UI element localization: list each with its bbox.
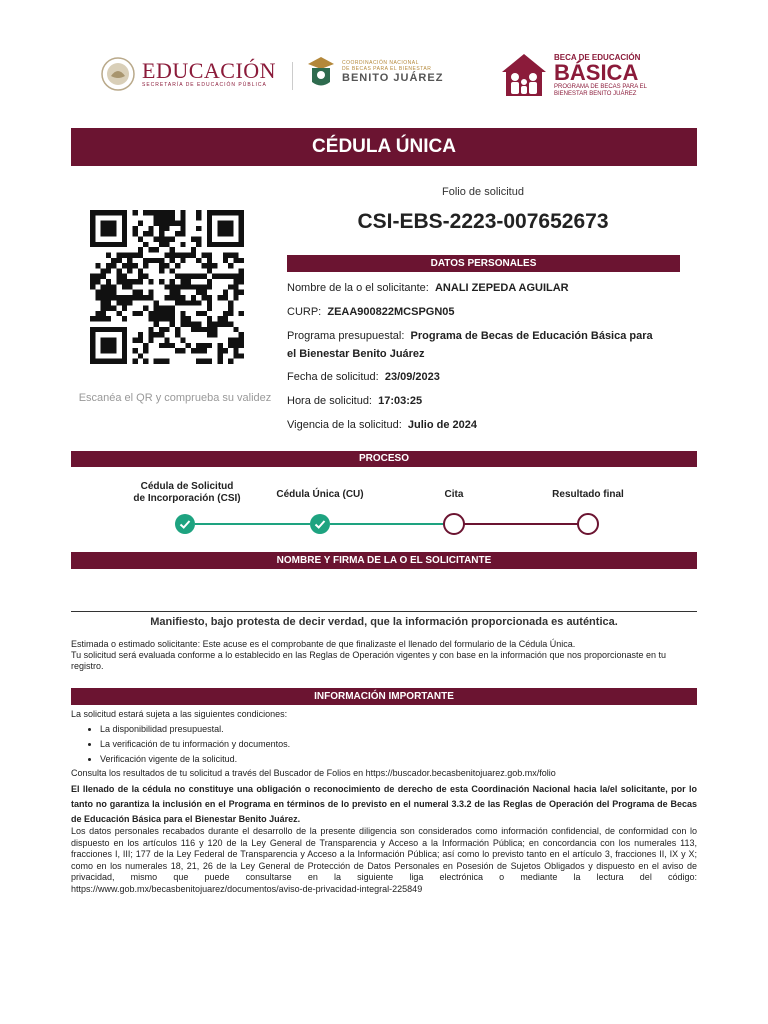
logo-divider	[292, 62, 293, 90]
beca-sub-2: BIENESTAR BENITO JUÁREZ	[554, 90, 637, 97]
family-house-icon	[498, 50, 550, 100]
signature-note-2: Tu solicitud será evaluada conforme a lo establecido en las Reglas de Operación vigentes y con base en la información que nos proporcionaste en tu registro.	[71, 650, 667, 671]
condition-item: • Verificación vigente de la solicitud.	[100, 752, 290, 767]
step-csi-line2: de Incorporación (CSI)	[133, 493, 241, 504]
important-heading: INFORMACIÓN IMPORTANTE	[71, 688, 697, 705]
signature-note-1: Estimada o estimado solicitante: Este acuse es el comprobante de que finalizaste el llenado del formulario de la Cédula Única.	[71, 639, 576, 649]
coordinacion-logo	[306, 54, 443, 90]
sep-subtitle: SECRETARÍA DE EDUCACIÓN PÚBLICA	[142, 82, 267, 88]
signature-heading: NOMBRE Y FIRMA DE LA O EL SOLICITANTE	[71, 552, 697, 569]
folio-label: Folio de solicitud	[442, 186, 524, 198]
beca-big-title: BÁSICA	[554, 59, 639, 85]
step-label-cita: Cita	[444, 489, 464, 500]
personal-data-heading: DATOS PERSONALES	[287, 255, 680, 272]
name-value: ANALI ZEPEDA AGUILAR	[434, 282, 569, 294]
validity-value: Julio de 2024	[407, 419, 477, 431]
step-csi-complete	[175, 514, 195, 534]
signature-line	[71, 611, 697, 612]
field-name	[287, 279, 569, 297]
condition-item: • La disponibilidad presupuestal.	[100, 722, 290, 737]
header-logos	[0, 48, 768, 108]
sep-logo	[100, 56, 276, 92]
curp-value: ZEAA900822MCSPGN05	[327, 306, 455, 318]
check-icon	[175, 514, 195, 534]
time-label: Hora de solicitud:	[287, 395, 372, 407]
connector-1	[195, 523, 310, 525]
privacy-notice: Los datos personales recabados durante el desarrollo de la presente diligencia son considerados como información confidencial, de conformidad con lo dispuesto en los artículos 116 y 120 de la Ley General de Transparencia y Acceso a la Información Pública; en concordancia con los numerales 113, fracciones I, III; 177 de la Ley Federal de Transparencia y Acceso a la Información Pública; así como lo previsto tanto en el artículo 3, fracciones II, IX y X; como en los numerales 18, 21, 26 de la Ley General de Protección de Datos Personales en Posesión de Sujetos Obligados y dispuesto en el aviso de privacidad, mismo que puede consultarse en la siguiente liga electrónica o mediante la lectura del código: https://www.gob.mx/becasbenitojuarez/documentos/aviso-de-privacidad-integral-225849	[71, 826, 697, 894]
bold-notice: El llenado de la cédula no constituye una obligación o reconocimiento de derecho de esta Coordinación Nacional hacia la/el solicitante, por lo tanto no garantiza la inclusión en el Programa en términos de lo previsto en el numeral 3.3.2 de las Reglas de Operación del Programa de Becas de Educación Básica para el Bienestar Benito Juárez.	[71, 784, 697, 824]
mexico-seal-icon	[100, 56, 136, 92]
connector-2	[330, 523, 444, 525]
coordinacion-name: BENITO JUÁREZ	[342, 72, 444, 84]
field-validity	[287, 416, 477, 434]
field-date	[287, 368, 440, 386]
beca-basica-logo	[498, 50, 647, 100]
step-label-resultado: Resultado final	[552, 489, 624, 500]
field-time	[287, 392, 422, 410]
benito-juarez-emblem-icon	[306, 54, 336, 90]
step-label-csi	[127, 481, 247, 505]
conditions-list	[86, 722, 290, 767]
step-label-cu: Cédula Única (CU)	[276, 489, 364, 500]
qr-code[interactable]	[90, 210, 244, 364]
program-value-2: el Bienestar Benito Juárez	[287, 348, 425, 360]
consult-text: Consulta los resultados de tu solicitud a través del Buscador de Folios en https://buscador.becasbenitojuarez.gob.mx/folio	[71, 768, 556, 778]
field-program-cont	[287, 345, 425, 363]
field-curp	[287, 303, 455, 321]
field-program	[287, 327, 653, 345]
important-intro: La solicitud estará sujeta a las siguientes condiciones:	[71, 709, 288, 719]
validity-label: Vigencia de la solicitud:	[287, 419, 402, 431]
declaration: Manifiesto, bajo protesta de decir verdad, que la información proporcionada es auténtica.	[150, 616, 618, 628]
condition-item: • La verificación de tu información y documentos.	[100, 737, 290, 752]
program-value-1: Programa de Becas de Educación Básica para	[410, 330, 653, 342]
coordinacion-top-1: COORDINACIÓN NACIONAL	[342, 60, 419, 66]
qr-caption: Escanéa el QR y comprueba su validez	[78, 392, 272, 404]
date-value: 23/09/2023	[384, 371, 440, 383]
beca-sub-1: PROGRAMA DE BECAS PARA EL	[554, 83, 647, 90]
beca-small-title: BECA DE EDUCACIÓN	[554, 52, 641, 62]
step-resultado-pending	[577, 513, 599, 535]
coordinacion-top-2: DE BECAS PARA EL BIENESTAR	[342, 66, 432, 72]
check-icon	[310, 514, 330, 534]
step-cu-complete	[310, 514, 330, 534]
folio-value: CSI-EBS-2223-007652673	[357, 210, 609, 233]
page-title: CÉDULA ÚNICA	[71, 128, 697, 166]
step-csi-line1: Cédula de Solicitud	[140, 481, 234, 492]
time-value: 17:03:25	[378, 395, 423, 407]
name-label: Nombre de la o el solicitante:	[287, 282, 429, 294]
step-cita-pending	[443, 513, 465, 535]
process-heading: PROCESO	[71, 451, 697, 467]
sep-title: EDUCACIÓN	[142, 58, 277, 83]
curp-label: CURP:	[287, 306, 322, 318]
program-label: Programa presupuestal:	[287, 330, 405, 342]
connector-3	[464, 523, 578, 525]
date-label: Fecha de solicitud:	[287, 371, 379, 383]
